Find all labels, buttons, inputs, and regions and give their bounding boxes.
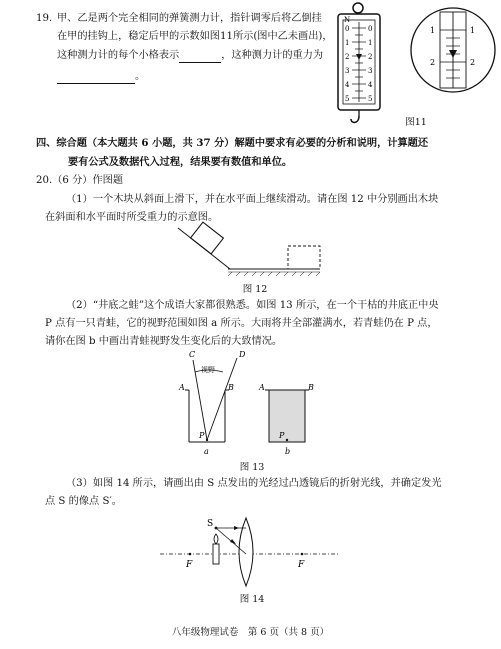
focus-left: F	[186, 560, 193, 570]
scale-left-0: 0	[345, 25, 350, 33]
figure-12-incline	[170, 224, 340, 276]
candle-icon	[213, 544, 219, 564]
page-footer: 八年级物理试卷 第 6 页（共 8 页）	[171, 627, 330, 638]
q20-part2-line-2: P 点有一只青蛙，它的视野范围如图 a 所示。大雨将井全部灌满水，若青蛙仍在 P 点，	[45, 318, 438, 329]
zoom-label-right-2: 2	[470, 58, 476, 67]
question-19-line-4	[57, 70, 145, 84]
question-19-number: 19.	[36, 13, 53, 24]
q20-part2-line-1: （2）“井底之蛙”这个成语大家都很熟悉。如图 13 所示，在一个干枯的井底正中央	[66, 300, 439, 311]
wood-block-on-incline	[191, 222, 224, 254]
unit-letter: N	[344, 16, 351, 24]
q20-part3-line-1: （3）如图 14 所示，请画出由 S 点发出的光经过凸透镜后的折射光线，并确定发光	[66, 478, 442, 489]
label-B: B	[228, 383, 234, 392]
sub-label-a: a	[204, 447, 209, 456]
figure-11-spring-scale	[330, 2, 500, 128]
top-ring	[353, 3, 363, 13]
question-19-line-2: 在甲的挂钩上，稳定后甲的示数如图11所示(图中乙未画出)，	[57, 31, 333, 42]
zoom-label-left-2: 2	[430, 58, 436, 67]
scale-left-1: 1	[345, 39, 350, 47]
question-19-line-1: 甲、乙是两个完全相同的弹簧测力计，指针调零后将乙倒挂	[57, 13, 322, 24]
label-D: D	[239, 350, 246, 359]
label-B-b: B	[308, 383, 314, 392]
scale-left-5: 5	[345, 95, 350, 103]
label-S: S	[207, 519, 214, 529]
scale-left-3: 3	[345, 67, 350, 75]
label-P-b: P	[279, 431, 285, 440]
section-4-heading-line-2: 要有公式及数据代入过程，结果要有数值和单位。	[68, 156, 293, 168]
label-A-b: A	[259, 383, 265, 392]
figure-13-caption: 图 13	[239, 462, 265, 473]
scale-right-3: 3	[368, 67, 373, 75]
question-19-text-a: 这种测力计的每个小格表示	[57, 50, 180, 61]
figure-12-caption: 图 12	[242, 284, 268, 295]
answer-blank-1	[179, 51, 221, 63]
scale-left-4: 4	[345, 81, 350, 89]
question-19-line-3	[57, 49, 323, 63]
scale-right-2: 2	[368, 53, 373, 61]
figure-14-caption: 图 14	[239, 594, 265, 605]
scale-right-5: 5	[368, 95, 373, 103]
q20-part2-line-3: 请你在图 b 中画出青蛙视野发生变化后的大致情况。	[45, 336, 283, 347]
question-19-text-b: ，这种测力计的重力为	[221, 50, 324, 61]
label-P: P	[199, 431, 205, 440]
q20-part3-line-2: 点 S 的像点 S′。	[45, 496, 122, 507]
sub-label-b: b	[285, 447, 291, 456]
focus-right: F	[298, 560, 305, 570]
label-C: C	[189, 350, 196, 359]
question-19-period: 。	[135, 71, 146, 82]
water-filled-well	[269, 390, 305, 442]
answer-blank-2	[57, 72, 135, 84]
zoom-label-right-1: 1	[470, 26, 476, 35]
figure-11-caption: 图11	[405, 117, 427, 128]
scale-right-4: 4	[368, 81, 373, 89]
q20-part1-line-1: （1）一个木块从斜面上滑下，并在水平面上继续滑动。请在图 12 中分别画出木块	[66, 194, 439, 205]
hook	[351, 116, 359, 122]
zoom-label-left-1: 1	[430, 26, 436, 35]
scale-right-1: 1	[368, 39, 373, 47]
figure-13-frog-well	[175, 350, 335, 458]
wood-block-on-ground	[288, 246, 320, 269]
figure-14-convex-lens	[150, 512, 350, 588]
scale-right-0: 0	[368, 25, 373, 33]
q20-part1-line-2: 在斜面和水平面时所受重力的示意图。	[45, 212, 219, 223]
question-20-header: 20.（6 分）作图题	[36, 175, 124, 186]
scale-left-2: 2	[345, 53, 350, 61]
label-A: A	[179, 383, 185, 392]
section-4-heading-line-1: 四、综合题（本大题共 6 小题，共 37 分）解题中要求有必要的分析和说明，计算题还	[36, 137, 429, 149]
label-view: 视野	[201, 366, 215, 374]
